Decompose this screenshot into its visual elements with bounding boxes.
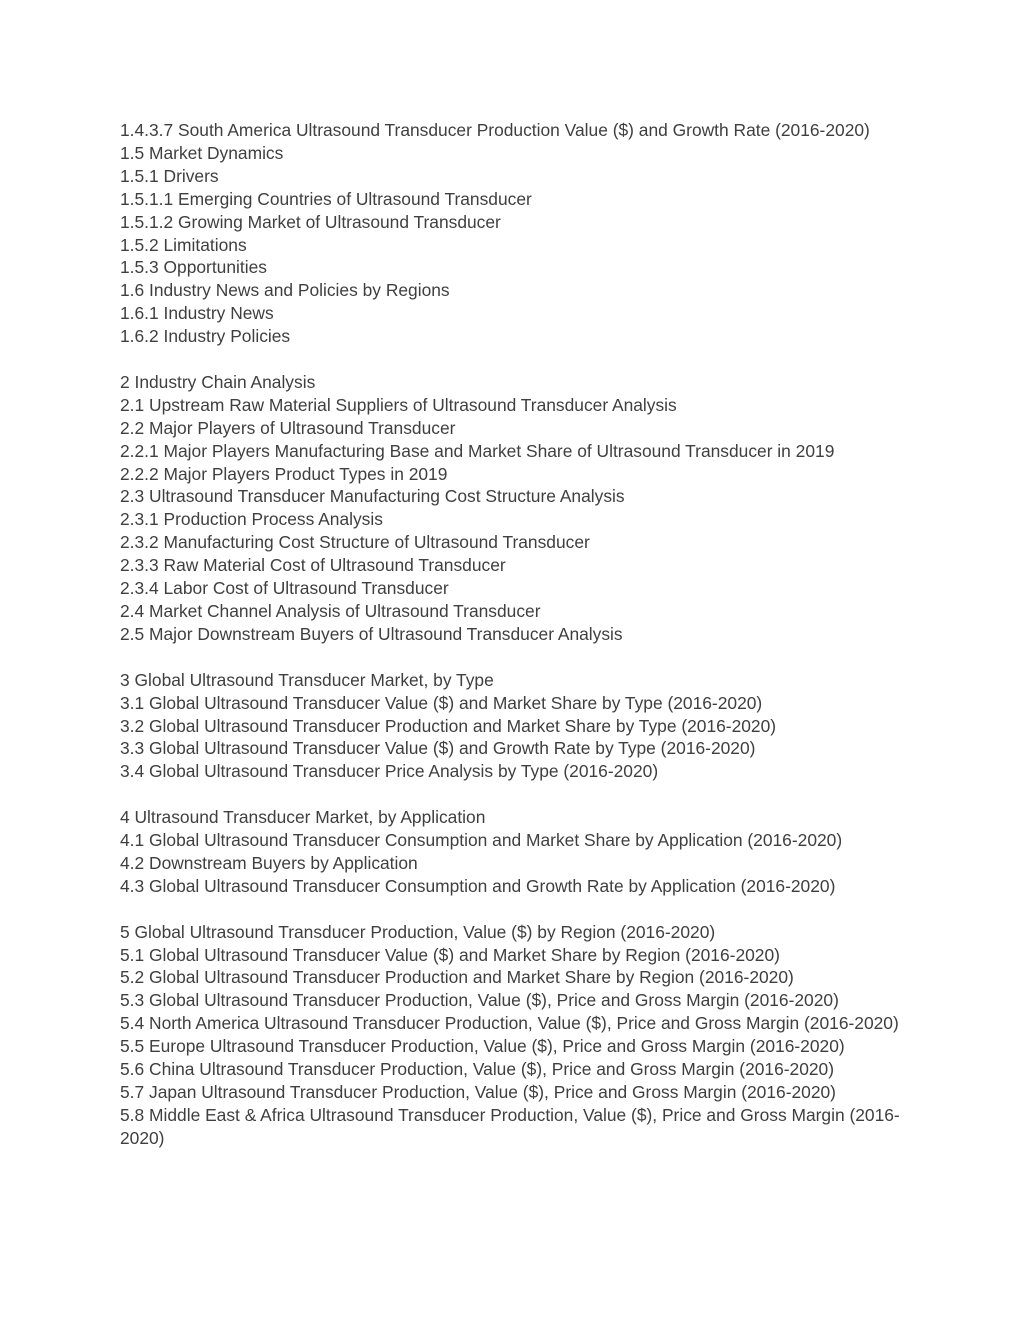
toc-entry-3-4: 3.4 Global Ultrasound Transducer Price Analysis by Type (2016-2020): [120, 761, 659, 782]
toc-entry-4-2: 4.2 Downstream Buyers by Application: [120, 852, 418, 873]
toc-section-1: [120, 119, 910, 348]
toc-entry-5-8: 5.8 Middle East & Africa Ultrasound Transducer Production, Value ($), Price and Gross Margin (2016-2020): [120, 1104, 900, 1148]
toc-entry-2-3: 2.3 Ultrasound Transducer Manufacturing Cost Structure Analysis: [120, 486, 625, 507]
toc-entry-4-3: 4.3 Global Ultrasound Transducer Consumption and Growth Rate by Application (2016-2020): [120, 875, 836, 896]
toc-entry-2-2-1: 2.2.1 Major Players Manufacturing Base and Market Share of Ultrasound Transducer in 2019: [120, 440, 835, 461]
section-spacer: [120, 348, 910, 371]
toc-entry-5-7: 5.7 Japan Ultrasound Transducer Production, Value ($), Price and Gross Margin (2016-2020): [120, 1082, 836, 1102]
toc-heading-4: 4 Ultrasound Transducer Market, by Application: [120, 807, 486, 828]
toc-entry-1-6-2: 1.6.2 Industry Policies: [120, 326, 291, 347]
toc-entry-1-5-3: 1.5.3 Opportunities: [120, 257, 267, 278]
toc-entry-5-6: 5.6 China Ultrasound Transducer Production, Value ($), Price and Gross Margin (2016-2020): [120, 1059, 835, 1080]
toc-entry-1-5-1: 1.5.1 Drivers: [120, 165, 219, 186]
toc-entry-5-2: 5.2 Global Ultrasound Transducer Production and Market Share by Region (2016-2020): [120, 967, 794, 988]
toc-section-3: [120, 669, 910, 784]
toc-section-5: [120, 921, 910, 1150]
toc-entry-1-4-3-7: 1.4.3.7 South America Ultrasound Transducer Production Value ($) and Growth Rate (2016-2020): [120, 120, 870, 140]
toc-entry-5-5: 5.5 Europe Ultrasound Transducer Production, Value ($), Price and Gross Margin (2016-2020): [120, 1036, 845, 1057]
toc-entry-2-4: 2.4 Market Channel Analysis of Ultrasound Transducer: [120, 601, 541, 622]
toc-entry-2-2: 2.2 Major Players of Ultrasound Transducer: [120, 417, 456, 438]
toc-heading-2: 2 Industry Chain Analysis: [120, 371, 316, 392]
toc-entry-2-2-2: 2.2.2 Major Players Product Types in 2019: [120, 463, 448, 484]
toc-entry-2-3-4: 2.3.4 Labor Cost of Ultrasound Transducer: [120, 578, 449, 599]
toc-section-2: [120, 371, 910, 646]
toc-entry-5-3: 5.3 Global Ultrasound Transducer Production, Value ($), Price and Gross Margin (2016-2020): [120, 990, 839, 1011]
toc-entry-1-5-2: 1.5.2 Limitations: [120, 234, 247, 255]
section-spacer: [120, 646, 910, 669]
toc-entry-5-4: 5.4 North America Ultrasound Transducer Production, Value ($), Price and Gross Margin (2016-2020): [120, 1013, 899, 1034]
toc-entry-2-3-3: 2.3.3 Raw Material Cost of Ultrasound Transducer: [120, 555, 506, 576]
toc-entry-1-5: 1.5 Market Dynamics: [120, 142, 284, 163]
toc-entry-1-6-1: 1.6.1 Industry News: [120, 303, 274, 324]
toc-entry-3-1: 3.1 Global Ultrasound Transducer Value ($) and Market Share by Type (2016-2020): [120, 692, 763, 713]
toc-section-4: [120, 806, 910, 898]
section-spacer: [120, 783, 910, 806]
toc-heading-3: 3 Global Ultrasound Transducer Market, by Type: [120, 669, 494, 690]
toc-entry-2-5: 2.5 Major Downstream Buyers of Ultrasound Transducer Analysis: [120, 623, 623, 644]
toc-entry-4-1: 4.1 Global Ultrasound Transducer Consumption and Market Share by Application (2016-2020): [120, 830, 843, 851]
toc-page: [120, 119, 910, 1150]
toc-entry-1-5-1-1: 1.5.1.1 Emerging Countries of Ultrasound Transducer: [120, 188, 532, 209]
toc-entry-2-3-2: 2.3.2 Manufacturing Cost Structure of Ultrasound Transducer: [120, 532, 590, 553]
toc-entry-5-1: 5.1 Global Ultrasound Transducer Value ($) and Market Share by Region (2016-2020): [120, 944, 780, 965]
toc-entry-1-5-1-2: 1.5.1.2 Growing Market of Ultrasound Transducer: [120, 211, 501, 232]
toc-entry-3-2: 3.2 Global Ultrasound Transducer Production and Market Share by Type (2016-2020): [120, 715, 777, 736]
toc-entry-3-3: 3.3 Global Ultrasound Transducer Value ($) and Growth Rate by Type (2016-2020): [120, 738, 756, 759]
toc-entry-2-1: 2.1 Upstream Raw Material Suppliers of Ultrasound Transducer Analysis: [120, 394, 677, 415]
toc-heading-5: 5 Global Ultrasound Transducer Production, Value ($) by Region (2016-2020): [120, 921, 716, 942]
toc-entry-1-6: 1.6 Industry News and Policies by Regions: [120, 280, 450, 301]
section-spacer: [120, 898, 910, 921]
toc-entry-2-3-1: 2.3.1 Production Process Analysis: [120, 509, 383, 530]
